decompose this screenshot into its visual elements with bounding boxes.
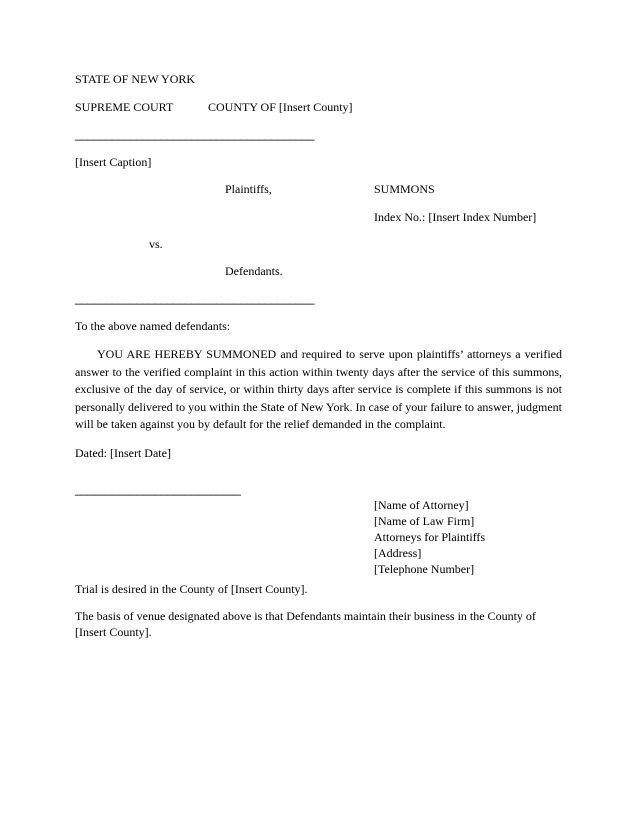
- signature-rule: ___________________________: [75, 482, 241, 496]
- defendants-label: Defendants.: [225, 264, 283, 278]
- salutation: To the above named defendants:: [75, 319, 231, 333]
- attorney-name: [Name of Attorney]: [374, 498, 469, 512]
- attorney-telephone: [Telephone Number]: [374, 562, 475, 576]
- summons-paragraph: YOU ARE HEREBY SUMMONED and required to serve upon plaintiffs’ attorneys a verified answer to the verified complaint in this action within twenty days after the service of this summons, exclusive of the day of service, or within thirty days after service is complete if this summons is not personally delivered to you within the State of New York. In case of your failure to answer, judgment will be taken against you by default for the relief demanded in the complaint.: [75, 347, 562, 432]
- plaintiffs-label: Plaintiffs,: [225, 182, 272, 196]
- caption-title: [Insert Caption]: [75, 155, 152, 169]
- attorney-role: Attorneys for Plaintiffs: [374, 530, 486, 544]
- venue-statement: The basis of venue designated above is that Defendants maintain their business in the County of [Insert County].: [75, 609, 536, 639]
- county-name: COUNTY OF [Insert County]: [208, 100, 353, 114]
- summons-title: SUMMONS: [374, 182, 435, 196]
- versus-label: vs.: [149, 237, 163, 251]
- trial-statement: Trial is desired in the County of [Insert County].: [75, 582, 308, 596]
- dated-line: Dated: [Insert Date]: [75, 446, 171, 460]
- state-heading: STATE OF NEW YORK: [75, 72, 196, 86]
- caption-bottom-rule: _______________________________________: [75, 291, 314, 305]
- caption-top-rule: _______________________________________: [75, 127, 314, 141]
- law-firm-name: [Name of Law Firm]: [374, 514, 475, 528]
- index-number: Index No.: [Insert Index Number]: [374, 210, 537, 224]
- court-name: SUPREME COURT: [75, 100, 174, 114]
- attorney-address: [Address]: [374, 546, 422, 560]
